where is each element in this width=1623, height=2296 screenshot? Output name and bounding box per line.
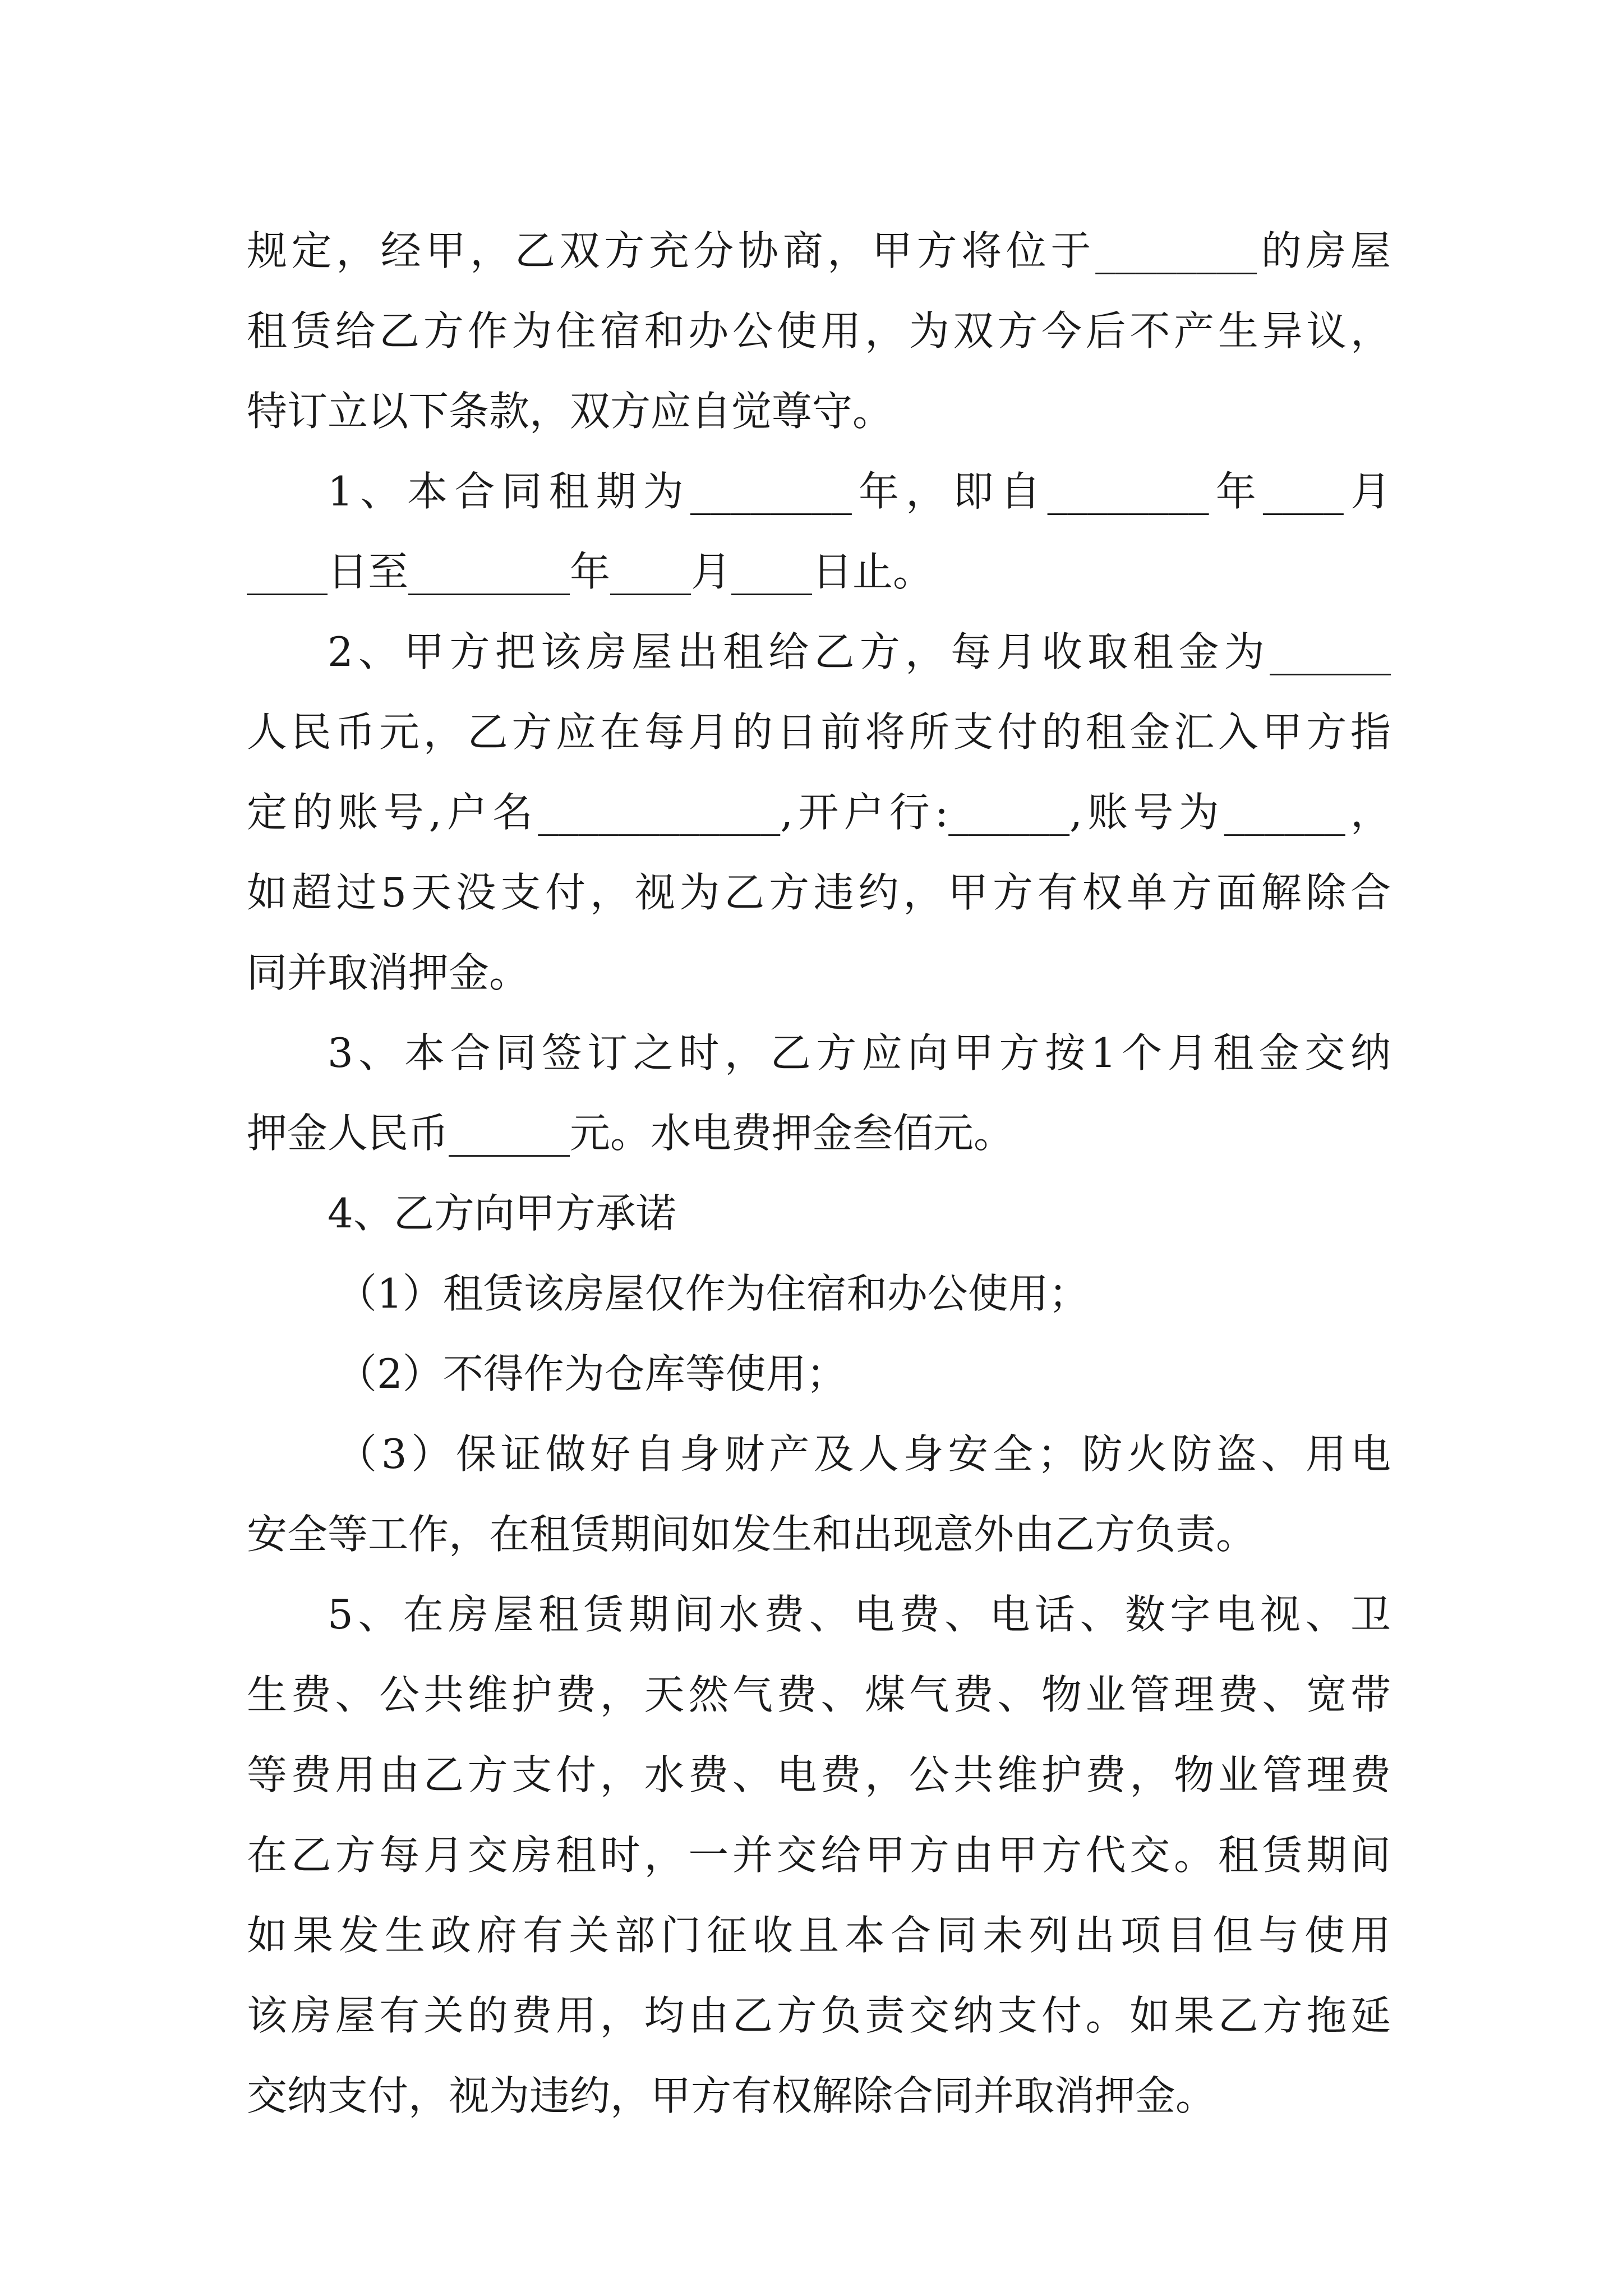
- contract-line: 特订立以下条款，双方应自觉尊守。: [247, 388, 893, 435]
- clause-4-item-2: （2）不得作为仓库等使用；: [336, 1350, 847, 1397]
- contract-line: 租赁给乙方作为住宿和办公使用，为双方今后不产生异议，: [247, 307, 1391, 355]
- clause-2-line: 定的账号,户名____________,开户行:______,账号为______，: [247, 789, 1391, 836]
- clause-5-line: 交纳支付，视为违约，甲方有权解除合同并取消押金。: [247, 2072, 1216, 2119]
- contract-line: 规定，经甲，乙双方充分协商，甲方将位于________的房屋: [247, 227, 1391, 274]
- clause-5-line: 如果发生政府有关部门征收且本合同未列出项目但与使用: [247, 1912, 1391, 1959]
- clause-4-heading: 4、乙方向甲方承诺: [328, 1190, 676, 1237]
- clause-1-line: 1、本合同租期为________年，即自________年____月: [328, 468, 1391, 515]
- clause-5-line: 5、在房屋租赁期间水费、电费、电话、数字电视、卫: [328, 1591, 1391, 1638]
- clause-5-line: 在乙方每月交房租时，一并交给甲方由甲方代交。租赁期间: [247, 1832, 1391, 1879]
- clause-5-line: 该房屋有关的费用，均由乙方负责交纳支付。如果乙方拖延: [247, 1992, 1391, 2039]
- clause-2-line: 如超过5天没支付，视为乙方违约，甲方有权单方面解除合: [247, 869, 1391, 916]
- clause-4-item-3-cont: 安全等工作，在租赁期间如发生和出现意外由乙方负责。: [247, 1511, 1257, 1558]
- clause-5-line: 等费用由乙方支付，水费、电费，公共维护费，物业管理费: [247, 1751, 1391, 1798]
- clause-3-line: 3、本合同签订之时，乙方应向甲方按1个月租金交纳: [328, 1029, 1391, 1076]
- clause-4-item-1: （1）租赁该房屋仅作为住宿和办公使用；: [336, 1270, 1089, 1317]
- clause-3-line: 押金人民币______元。水电费押金叁佰元。: [247, 1110, 1015, 1157]
- clause-2-line: 同并取消押金。: [247, 949, 530, 996]
- clause-2-line: 人民币元，乙方应在每月的日前将所支付的租金汇入甲方指: [247, 708, 1391, 756]
- clause-1-line: ____日至________年____月____日止。: [247, 548, 934, 595]
- clause-5-line: 生费、公共维护费，天然气费、煤气费、物业管理费、宽带: [247, 1671, 1391, 1718]
- contract-text: [247, 211, 1391, 2136]
- clause-4-item-3: （3）保证做好自身财产及人身安全；防火防盗、用电: [336, 1430, 1391, 1478]
- clause-2-line: 2、甲方把该房屋出租给乙方，每月收取租金为______: [328, 628, 1391, 675]
